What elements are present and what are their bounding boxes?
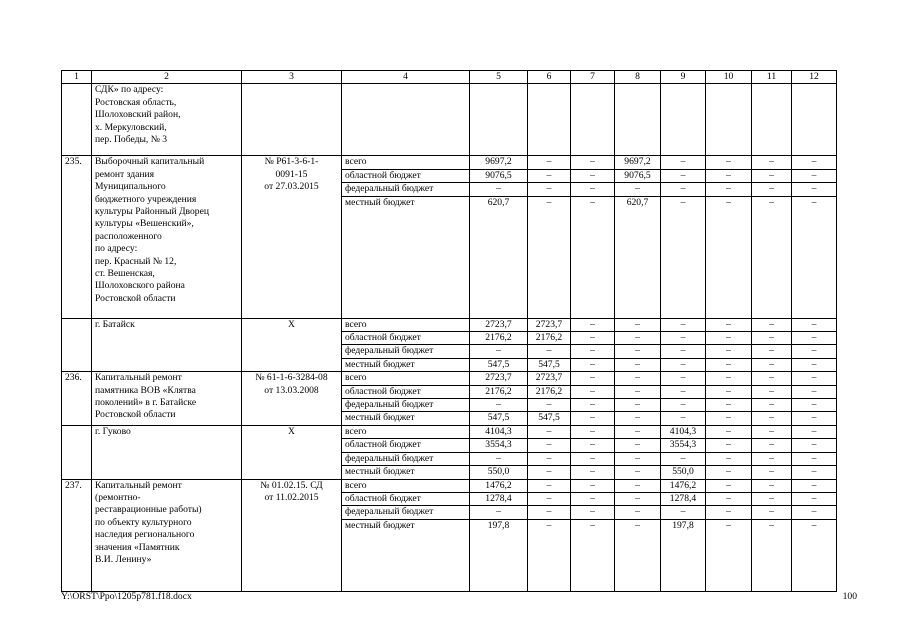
amount-cell: – [571, 358, 615, 371]
document-cell: Х [242, 425, 342, 479]
amount-cell: – [528, 196, 571, 318]
amount-cell: – [615, 318, 661, 331]
amount-cell: – [792, 452, 837, 465]
column-number: 6 [528, 71, 571, 84]
object-name-cell: г. Гуково [92, 425, 242, 479]
amount-cell: – [661, 452, 706, 465]
funding-source-cell: местный бюджет [342, 196, 470, 318]
amount-cell: – [571, 506, 615, 519]
amount-cell: – [615, 385, 661, 398]
amount-cell: – [706, 169, 752, 182]
amount-cell: – [571, 196, 615, 318]
column-number: 9 [661, 71, 706, 84]
amount-cell: – [661, 372, 706, 385]
amount-cell: – [792, 318, 837, 331]
amount-cell: 550,0 [470, 466, 528, 479]
amount-cell: – [470, 506, 528, 519]
amount-cell: 9697,2 [615, 156, 661, 169]
amount-cell: – [752, 345, 792, 358]
table-row [62, 479, 837, 492]
amount-cell: – [528, 345, 571, 358]
amount-cell: – [752, 332, 792, 345]
amount-cell: – [571, 156, 615, 169]
amount-cell: 2723,7 [528, 318, 571, 331]
amount-cell: – [571, 372, 615, 385]
amount-cell: – [528, 169, 571, 182]
amount-cell: – [615, 506, 661, 519]
amount-cell: 1476,2 [661, 479, 706, 492]
column-number: 10 [706, 71, 752, 84]
funding-source-cell: всего [342, 156, 470, 169]
funding-source-cell: всего [342, 372, 470, 385]
column-number: 12 [792, 71, 837, 84]
row-number-cell [62, 84, 92, 156]
amount-cell: 197,8 [661, 519, 706, 591]
amount-cell: – [661, 332, 706, 345]
amount-cell: – [615, 479, 661, 492]
amount-cell: 4104,3 [661, 425, 706, 438]
document-cell: № Р61-3-6-1- 0091-15 от 27.03.2015 [242, 156, 342, 318]
funding-source-cell: федеральный бюджет [342, 345, 470, 358]
amount-cell: – [571, 332, 615, 345]
amount-cell: – [792, 506, 837, 519]
budget-table [61, 70, 837, 592]
object-name-cell: г. Батайск [92, 318, 242, 372]
amount-cell: – [752, 466, 792, 479]
amount-cell: 547,5 [528, 358, 571, 371]
amount-cell: – [706, 318, 752, 331]
amount-cell: 1476,2 [470, 479, 528, 492]
amount-cell: – [752, 358, 792, 371]
amount-cell: – [661, 318, 706, 331]
amount-cell: – [470, 452, 528, 465]
amount-cell: – [661, 399, 706, 412]
amount-cell: – [752, 318, 792, 331]
funding-source-cell: местный бюджет [342, 466, 470, 479]
amount-cell: – [661, 156, 706, 169]
funding-source-cell: федеральный бюджет [342, 452, 470, 465]
amount-cell: – [706, 506, 752, 519]
amount-cell: – [615, 412, 661, 425]
amount-cell: – [792, 385, 837, 398]
amount-cell: – [752, 183, 792, 196]
amount-cell: – [661, 385, 706, 398]
column-number: 8 [615, 71, 661, 84]
object-name-cell: Капитальный ремонт (ремонтно- реставрационные работы) по объекту культурного наследия регионального значения «Памятник В.И. Ленину» [92, 479, 242, 591]
amount-cell: – [752, 385, 792, 398]
column-number-row [62, 71, 837, 84]
amount-cell: – [752, 372, 792, 385]
amount-cell: – [792, 492, 837, 505]
funding-source-cell: областной бюджет [342, 439, 470, 452]
amount-cell: – [615, 332, 661, 345]
amount-cell: 547,5 [528, 412, 571, 425]
table-row [62, 372, 837, 385]
amount-cell: – [752, 519, 792, 591]
amount-cell: – [706, 399, 752, 412]
amount-cell: – [571, 425, 615, 438]
row-number-cell: 237. [62, 479, 92, 591]
amount-cell: – [706, 492, 752, 505]
amount-cell: – [571, 452, 615, 465]
amount-cell: – [706, 196, 752, 318]
amount-cell: 2176,2 [528, 332, 571, 345]
object-name-cell: СДК» по адресу: Ростовская область, Шолоховский район, х. Меркуловский, пер. Победы, № 3 [92, 84, 242, 156]
amount-cell: 2176,2 [470, 385, 528, 398]
funding-source-cell: областной бюджет [342, 492, 470, 505]
amount-cell: – [706, 519, 752, 591]
amount-cell: – [661, 345, 706, 358]
amount-cell: 2176,2 [470, 332, 528, 345]
amount-cell: 9076,5 [615, 169, 661, 182]
funding-source-cell: всего [342, 479, 470, 492]
amount-cell: – [571, 519, 615, 591]
amount-cell: – [615, 399, 661, 412]
amount-cell: 4104,3 [470, 425, 528, 438]
funding-source-cell: федеральный бюджет [342, 506, 470, 519]
amount-cell: – [615, 452, 661, 465]
amount-cell: – [792, 156, 837, 169]
amount-cell: – [706, 425, 752, 438]
amount-cell: – [661, 412, 706, 425]
file-path: Y:\ORST\Ppo\1205p781.f18.docx [61, 591, 192, 602]
row-number-cell: 235. [62, 156, 92, 318]
amount-cell: – [752, 492, 792, 505]
amount-cell: – [706, 183, 752, 196]
amount-cell: – [470, 399, 528, 412]
amount-cell: – [615, 519, 661, 591]
row-number-cell: 236. [62, 372, 92, 426]
funding-source-cell: всего [342, 425, 470, 438]
amount-cell: – [615, 358, 661, 371]
amount-cell: – [661, 183, 706, 196]
amount-cell: – [752, 439, 792, 452]
amount-cell: – [571, 385, 615, 398]
amount-cell: 2176,2 [528, 385, 571, 398]
amount-cell: 547,5 [470, 358, 528, 371]
amount-cell: 2723,7 [528, 372, 571, 385]
amount-cell: 3554,3 [470, 439, 528, 452]
amount-cell: – [706, 358, 752, 371]
document-cell [242, 84, 342, 156]
funding-source-cell: федеральный бюджет [342, 399, 470, 412]
table-row [62, 425, 837, 438]
amount-cell: – [528, 439, 571, 452]
amount-cell: – [528, 156, 571, 169]
amount-cell: – [752, 399, 792, 412]
amount-cell: – [528, 425, 571, 438]
amount-cell: – [571, 399, 615, 412]
column-number: 5 [470, 71, 528, 84]
amount-cell: – [571, 466, 615, 479]
amount-cell: – [661, 169, 706, 182]
amount-cell: – [571, 183, 615, 196]
amount-cell: – [792, 425, 837, 438]
column-number: 4 [342, 71, 470, 84]
amount-cell: – [792, 466, 837, 479]
column-number: 1 [62, 71, 92, 84]
amount-cell: – [706, 439, 752, 452]
amount-cell: 2723,7 [470, 372, 528, 385]
column-number: 7 [571, 71, 615, 84]
amount-cell: – [792, 479, 837, 492]
amount-cell: – [615, 466, 661, 479]
amount-cell: – [792, 169, 837, 182]
amount-cell: – [661, 196, 706, 318]
amount-cell: – [706, 479, 752, 492]
amount-cell: – [528, 452, 571, 465]
amount-cell: – [528, 492, 571, 505]
amount-cell: – [792, 399, 837, 412]
object-name-cell: Капитальный ремонт памятника ВОВ «Клятва поколений» в г. Батайске Ростовской области [92, 372, 242, 426]
funding-source-cell: местный бюджет [342, 358, 470, 371]
amount-cell: – [615, 492, 661, 505]
amount-cell: – [571, 169, 615, 182]
amount-cell: – [792, 345, 837, 358]
amount-cell: – [792, 519, 837, 591]
amount-cell: – [571, 439, 615, 452]
amount-cell: 2723,7 [470, 318, 528, 331]
amount-cell: 620,7 [470, 196, 528, 318]
amount-cell: – [752, 412, 792, 425]
amount-cell: – [792, 412, 837, 425]
amount-cell: – [661, 358, 706, 371]
object-name-cell: Выборочный капитальный ремонт здания Муниципального бюджетного учреждения культуры Районный Дворец культуры «Вешенский», расположенного по адресу: пер. Красный № 12, ст. Вешенская, Шолоховского района Ростовской области [92, 156, 242, 318]
column-number: 11 [752, 71, 792, 84]
amount-cell: 9076,5 [470, 169, 528, 182]
table-row [62, 156, 837, 169]
amount-cell: – [706, 466, 752, 479]
amount-cell: 1278,4 [470, 492, 528, 505]
amount-cell: – [528, 466, 571, 479]
funding-source-cell: местный бюджет [342, 412, 470, 425]
amount-cell: – [752, 196, 792, 318]
amount-cell: – [615, 439, 661, 452]
amount-cell: – [571, 345, 615, 358]
amount-cell: – [792, 439, 837, 452]
row-number-cell [62, 318, 92, 372]
document-cell: № 61-1-6-3284-08 от 13.03.2008 [242, 372, 342, 426]
amount-cell: – [528, 519, 571, 591]
funding-source-cell: федеральный бюджет [342, 183, 470, 196]
funding-source-cell: областной бюджет [342, 385, 470, 398]
amount-cell: – [752, 169, 792, 182]
amount-cell: – [792, 332, 837, 345]
amount-cell: – [792, 196, 837, 318]
amount-cell: – [752, 506, 792, 519]
amount-cell: – [706, 412, 752, 425]
funding-source-cell: местный бюджет [342, 519, 470, 591]
amount-cell: – [571, 479, 615, 492]
row-number-cell [62, 425, 92, 479]
amount-cell: – [706, 452, 752, 465]
amount-cell: 547,5 [470, 412, 528, 425]
amount-cell: – [615, 345, 661, 358]
amount-cell: – [792, 358, 837, 371]
amount-cell: – [615, 183, 661, 196]
amount-cell: – [706, 332, 752, 345]
amount-cell: – [615, 372, 661, 385]
amount-cell: – [571, 318, 615, 331]
document-cell: № 01.02.15. СД от 11.02.2015 [242, 479, 342, 591]
amount-cell: – [528, 506, 571, 519]
amount-cell: 197,8 [470, 519, 528, 591]
amount-cell: – [752, 452, 792, 465]
amount-cell: 550,0 [661, 466, 706, 479]
amount-cell: – [615, 425, 661, 438]
document-cell: Х [242, 318, 342, 372]
amount-cell: – [706, 345, 752, 358]
amount-cell: 1278,4 [661, 492, 706, 505]
table-row [62, 318, 837, 331]
amount-cell: – [706, 385, 752, 398]
amount-cell: – [792, 372, 837, 385]
funding-source-cell: областной бюджет [342, 169, 470, 182]
funding-source-cell: всего [342, 318, 470, 331]
amount-cell: 620,7 [615, 196, 661, 318]
amount-cell: – [706, 372, 752, 385]
continuation-row [62, 84, 837, 156]
amount-cell: – [752, 425, 792, 438]
amount-cell: – [528, 399, 571, 412]
amount-cell: – [752, 156, 792, 169]
amount-cell: – [528, 183, 571, 196]
amount-cell: 9697,2 [470, 156, 528, 169]
amount-cell: – [470, 183, 528, 196]
amount-cell: – [528, 479, 571, 492]
column-number: 3 [242, 71, 342, 84]
amount-cell: – [706, 156, 752, 169]
amount-cell: – [470, 345, 528, 358]
amount-cell: – [571, 412, 615, 425]
column-number: 2 [92, 71, 242, 84]
funding-source-cell: областной бюджет [342, 332, 470, 345]
amount-cell: – [752, 479, 792, 492]
amount-cell: – [661, 506, 706, 519]
funding-source-cell [342, 84, 470, 156]
page-number: 100 [842, 591, 857, 602]
amount-cell: – [571, 492, 615, 505]
amount-cell: – [792, 183, 837, 196]
amount-cell: 3554,3 [661, 439, 706, 452]
